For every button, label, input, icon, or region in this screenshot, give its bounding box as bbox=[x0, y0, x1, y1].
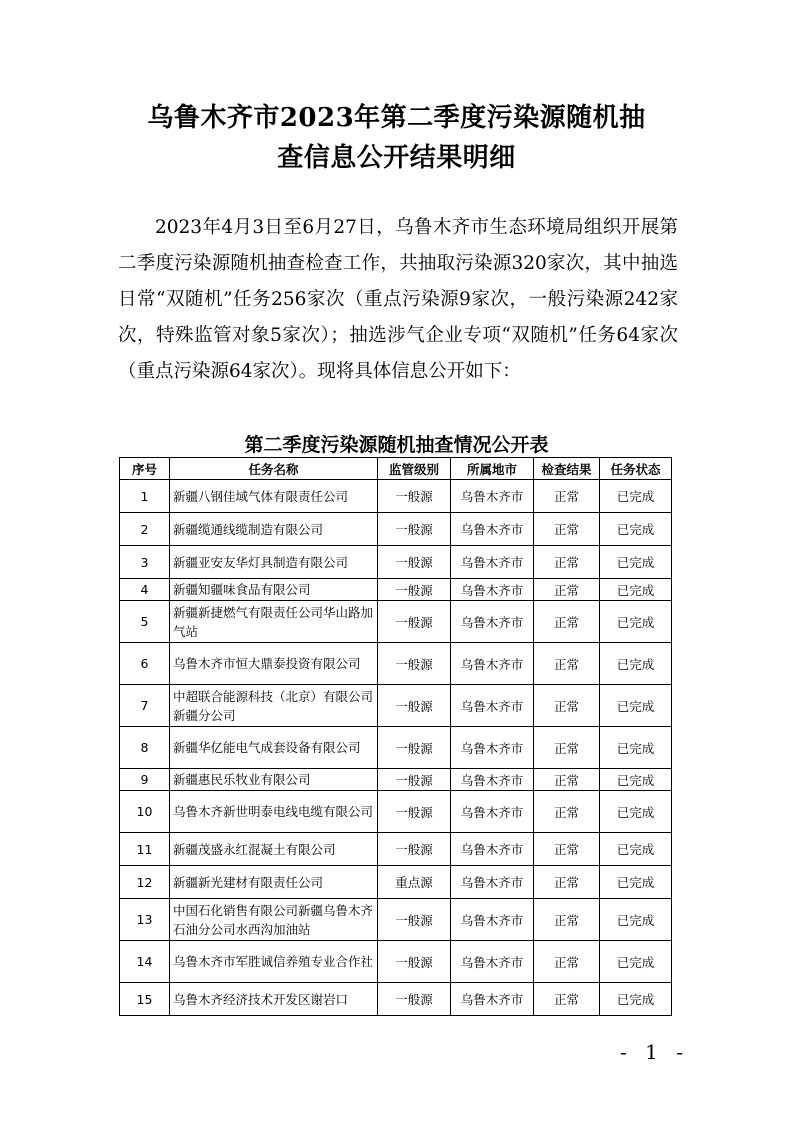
city-cell: 乌鲁木齐市 bbox=[451, 643, 534, 685]
table-row bbox=[120, 685, 672, 727]
city-cell: 乌鲁木齐市 bbox=[451, 983, 534, 1016]
table-row bbox=[120, 769, 672, 791]
supervision-level-cell: 一般源 bbox=[378, 579, 451, 601]
city-cell: 乌鲁木齐市 bbox=[451, 866, 534, 899]
inspection-result-cell: 正常 bbox=[534, 899, 600, 941]
inspection-result-cell: 正常 bbox=[534, 769, 600, 791]
city-cell: 乌鲁木齐市 bbox=[451, 791, 534, 833]
table-row bbox=[120, 791, 672, 833]
row-number-cell: 8 bbox=[120, 727, 170, 769]
table-body bbox=[120, 480, 672, 1016]
supervision-level-cell: 一般源 bbox=[378, 983, 451, 1016]
header-cell: 序号 bbox=[120, 458, 170, 480]
city-cell: 乌鲁木齐市 bbox=[451, 769, 534, 791]
task-status-cell: 已完成 bbox=[600, 791, 672, 833]
supervision-level-cell: 一般源 bbox=[378, 769, 451, 791]
table-header-row bbox=[120, 458, 672, 480]
row-number-cell: 11 bbox=[120, 833, 170, 866]
inspection-table bbox=[119, 457, 672, 1016]
row-number-cell: 13 bbox=[120, 899, 170, 941]
task-name-cell: 新疆茂盛永红混凝土有限公司 bbox=[170, 833, 378, 866]
city-cell: 乌鲁木齐市 bbox=[451, 601, 534, 643]
header-cell: 监管级别 bbox=[378, 458, 451, 480]
table-row bbox=[120, 866, 672, 899]
task-status-cell: 已完成 bbox=[600, 643, 672, 685]
supervision-level-cell: 一般源 bbox=[378, 941, 451, 983]
inspection-result-cell: 正常 bbox=[534, 791, 600, 833]
task-name-cell: 中国石化销售有限公司新疆乌鲁木齐石油分公司水西沟加油站 bbox=[170, 899, 378, 941]
city-cell: 乌鲁木齐市 bbox=[451, 833, 534, 866]
row-number-cell: 2 bbox=[120, 513, 170, 546]
inspection-result-cell: 正常 bbox=[534, 833, 600, 866]
task-status-cell: 已完成 bbox=[600, 546, 672, 579]
supervision-level-cell: 一般源 bbox=[378, 727, 451, 769]
city-cell: 乌鲁木齐市 bbox=[451, 899, 534, 941]
task-name-cell: 中超联合能源科技（北京）有限公司新疆分公司 bbox=[170, 685, 378, 727]
row-number-cell: 15 bbox=[120, 983, 170, 1016]
row-number-cell: 12 bbox=[120, 866, 170, 899]
city-cell: 乌鲁木齐市 bbox=[451, 579, 534, 601]
row-number-cell: 3 bbox=[120, 546, 170, 579]
table-row bbox=[120, 579, 672, 601]
task-status-cell: 已完成 bbox=[600, 480, 672, 513]
row-number-cell: 4 bbox=[120, 579, 170, 601]
task-name-cell: 乌鲁木齐市军胜诚信养殖专业合作社 bbox=[170, 941, 378, 983]
task-status-cell: 已完成 bbox=[600, 727, 672, 769]
city-cell: 乌鲁木齐市 bbox=[451, 941, 534, 983]
intro-paragraph bbox=[118, 210, 678, 390]
city-cell: 乌鲁木齐市 bbox=[451, 546, 534, 579]
supervision-level-cell: 一般源 bbox=[378, 480, 451, 513]
table-row bbox=[120, 513, 672, 546]
inspection-result-cell: 正常 bbox=[534, 866, 600, 899]
task-name-cell: 新疆新光建材有限责任公司 bbox=[170, 866, 378, 899]
city-cell: 乌鲁木齐市 bbox=[451, 727, 534, 769]
row-number-cell: 1 bbox=[120, 480, 170, 513]
row-number-cell: 7 bbox=[120, 685, 170, 727]
supervision-level-cell: 一般源 bbox=[378, 601, 451, 643]
inspection-result-cell: 正常 bbox=[534, 643, 600, 685]
supervision-level-cell: 一般源 bbox=[378, 833, 451, 866]
row-number-cell: 5 bbox=[120, 601, 170, 643]
document-title-line-2: 查信息公开结果明细 bbox=[277, 143, 516, 173]
city-cell: 乌鲁木齐市 bbox=[451, 513, 534, 546]
table-row bbox=[120, 727, 672, 769]
task-name-cell: 乌鲁木齐新世明泰电线电缆有限公司 bbox=[170, 791, 378, 833]
supervision-level-cell: 一般源 bbox=[378, 791, 451, 833]
task-name-cell: 新疆知疆味食品有限公司 bbox=[170, 579, 378, 601]
task-status-cell: 已完成 bbox=[600, 941, 672, 983]
task-status-cell: 已完成 bbox=[600, 833, 672, 866]
task-status-cell: 已完成 bbox=[600, 899, 672, 941]
table-row bbox=[120, 546, 672, 579]
header-cell: 任务名称 bbox=[170, 458, 378, 480]
inspection-result-cell: 正常 bbox=[534, 983, 600, 1016]
task-status-cell: 已完成 bbox=[600, 685, 672, 727]
supervision-level-cell: 一般源 bbox=[378, 643, 451, 685]
task-name-cell: 新疆缆通线缆制造有限公司 bbox=[170, 513, 378, 546]
supervision-level-cell: 一般源 bbox=[378, 546, 451, 579]
task-status-cell: 已完成 bbox=[600, 601, 672, 643]
table-row bbox=[120, 941, 672, 983]
table-row bbox=[120, 643, 672, 685]
supervision-level-cell: 一般源 bbox=[378, 899, 451, 941]
row-number-cell: 10 bbox=[120, 791, 170, 833]
supervision-level-cell: 重点源 bbox=[378, 866, 451, 899]
inspection-result-cell: 正常 bbox=[534, 546, 600, 579]
city-cell: 乌鲁木齐市 bbox=[451, 685, 534, 727]
row-number-cell: 6 bbox=[120, 643, 170, 685]
table-row bbox=[120, 601, 672, 643]
task-name-cell: 新疆华亿能电气成套设备有限公司 bbox=[170, 727, 378, 769]
task-name-cell: 乌鲁木齐市恒大鼎泰投资有限公司 bbox=[170, 643, 378, 685]
task-name-cell: 新疆八钢佳域气体有限责任公司 bbox=[170, 480, 378, 513]
supervision-level-cell: 一般源 bbox=[378, 685, 451, 727]
inspection-result-cell: 正常 bbox=[534, 480, 600, 513]
header-cell: 所属地市 bbox=[451, 458, 534, 480]
task-name-cell: 新疆亚安友华灯具制造有限公司 bbox=[170, 546, 378, 579]
task-status-cell: 已完成 bbox=[600, 983, 672, 1016]
header-cell: 检查结果 bbox=[534, 458, 600, 480]
row-number-cell: 9 bbox=[120, 769, 170, 791]
task-status-cell: 已完成 bbox=[600, 579, 672, 601]
inspection-result-cell: 正常 bbox=[534, 601, 600, 643]
task-name-cell: 乌鲁木齐经济技术开发区谢岩口 bbox=[170, 983, 378, 1016]
task-status-cell: 已完成 bbox=[600, 866, 672, 899]
table-row bbox=[120, 983, 672, 1016]
inspection-result-cell: 正常 bbox=[534, 685, 600, 727]
task-name-cell: 新疆惠民乐牧业有限公司 bbox=[170, 769, 378, 791]
inspection-result-cell: 正常 bbox=[534, 513, 600, 546]
table-row bbox=[120, 833, 672, 866]
document-title-line-1: 乌鲁木齐市2023年第二季度污染源随机抽 bbox=[147, 103, 646, 133]
inspection-result-cell: 正常 bbox=[534, 941, 600, 983]
table-row bbox=[120, 480, 672, 513]
header-cell: 任务状态 bbox=[600, 458, 672, 480]
supervision-level-cell: 一般源 bbox=[378, 513, 451, 546]
task-status-cell: 已完成 bbox=[600, 513, 672, 546]
page-number: - 1 - bbox=[620, 1040, 689, 1064]
inspection-result-cell: 正常 bbox=[534, 727, 600, 769]
city-cell: 乌鲁木齐市 bbox=[451, 480, 534, 513]
intro-text: 2023年4月3日至6月27日，乌鲁木齐市生态环境局组织开展第二季度污染源随机抽查检查工作，共抽取污染源320家次，其中抽选日常“双随机”任务256家次（重点污染源9家次，一般污染源242家次，特殊监管对象5家次）；抽选涉气企业专项“双随机”任务64家次（重点污染源64家次）。现将具体信息公开如下： bbox=[118, 217, 678, 382]
row-number-cell: 14 bbox=[120, 941, 170, 983]
task-status-cell: 已完成 bbox=[600, 769, 672, 791]
task-name-cell: 新疆新捷燃气有限责任公司华山路加气站 bbox=[170, 601, 378, 643]
table-row bbox=[120, 899, 672, 941]
table-title: 第二季度污染源随机抽查情况公开表 bbox=[244, 434, 549, 456]
inspection-result-cell: 正常 bbox=[534, 579, 600, 601]
